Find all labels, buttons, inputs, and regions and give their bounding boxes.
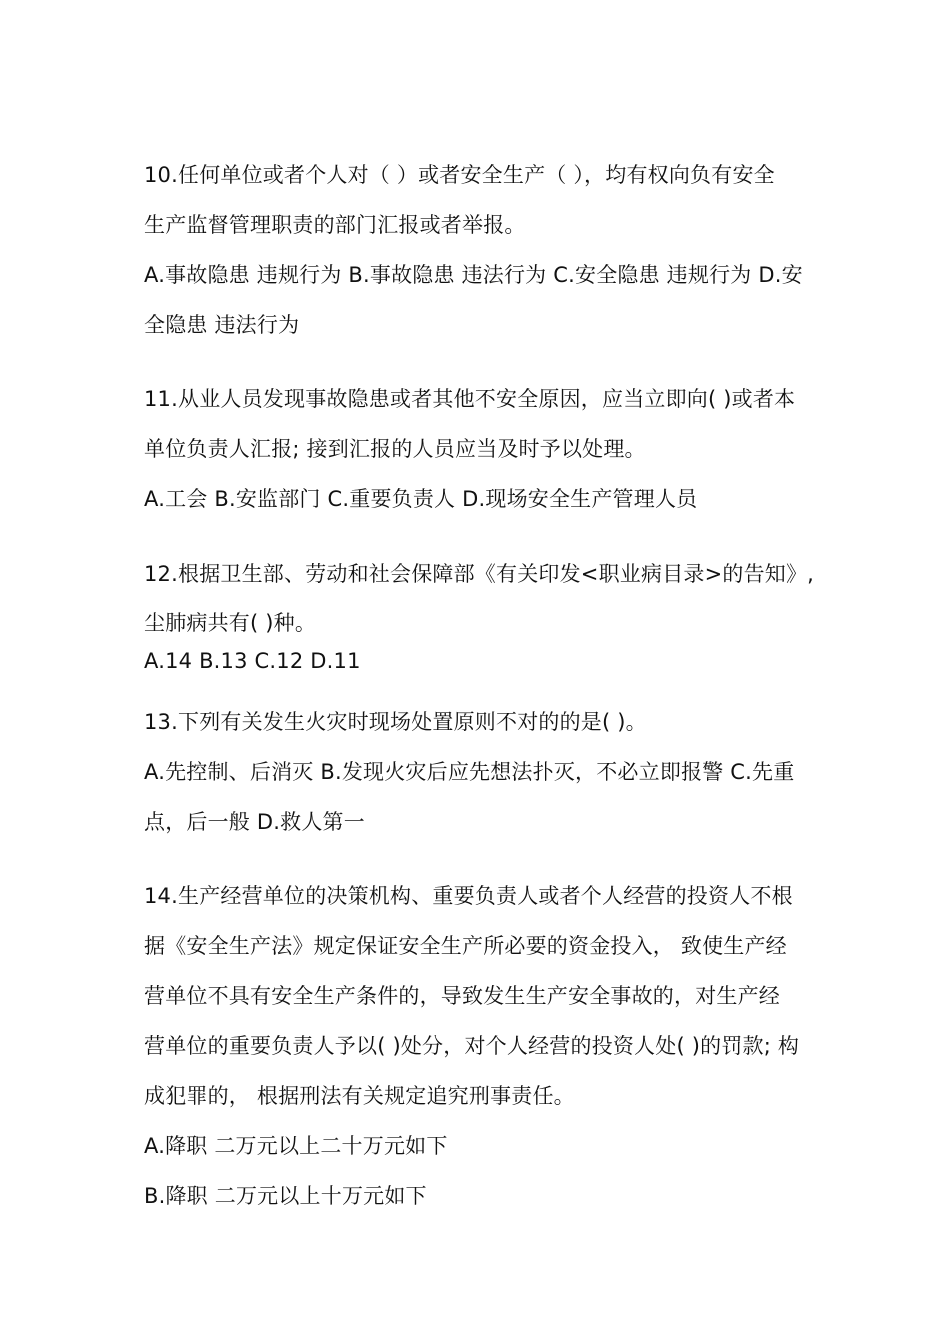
question-14-stem-line-1: 14.生产经营单位的决策机构、重要负责人或者个人经营的投资人不根 [144, 884, 793, 908]
question-10-stem-line-2: 生产监督管理职责的部门汇报或者举报。 [144, 213, 526, 237]
question-11-stem-line-2: 单位负责人汇报; 接到汇报的人员应当及时予以处理。 [144, 437, 646, 461]
question-12-stem-line-2: 尘肺病共有( )种。 [144, 611, 317, 635]
question-10-options-line-2: 全隐患 违法行为 [144, 313, 300, 337]
question-12-options-line-1: A.14 B.13 C.12 D.11 [144, 649, 361, 673]
question-14-stem-line-3: 营单位不具有安全生产条件的，导致发生生产安全事故的，对生产经 [144, 984, 780, 1008]
question-14-options-line-2: B.降职 二万元以上十万元如下 [144, 1184, 427, 1208]
question-11-stem-line-1: 11.从业人员发现事故隐患或者其他不安全原因，应当立即向( )或者本 [144, 387, 796, 411]
question-12-stem-line-1: 12.根据卫生部、劳动和社会保障部《有关印发<职业病目录>的告知》, [144, 562, 815, 586]
question-14-stem-line-5: 成犯罪的， 根据刑法有关规定追究刑事责任。 [144, 1084, 575, 1108]
question-14-stem-line-2: 据《安全生产法》规定保证安全生产所必要的资金投入， 致使生产经 [144, 934, 787, 958]
question-10-stem-line-1: 10.任何单位或者个人对（ ）或者安全生产（ ），均有权向负有安全 [144, 163, 775, 187]
question-14-options-line-1: A.降职 二万元以上二十万元如下 [144, 1134, 448, 1158]
question-11-options-line-1: A.工会 B.安监部门 C.重要负责人 D.现场安全生产管理人员 [144, 487, 698, 511]
question-13-options-line-1: A.先控制、后消灭 B.发现火灾后应先想法扑灭，不必立即报警 C.先重 [144, 760, 795, 784]
question-13-stem-line-1: 13.下列有关发生火灾时现场处置原则不对的的是( )。 [144, 710, 647, 734]
question-13-options-line-2: 点，后一般 D.救人第一 [144, 810, 365, 834]
question-14-stem-line-4: 营单位的重要负责人予以( )处分，对个人经营的投资人处( )的罚款; 构 [144, 1034, 800, 1058]
question-10-options-line-1: A.事故隐患 违规行为 B.事故隐患 违法行为 C.安全隐患 违规行为 D.安 [144, 263, 803, 287]
